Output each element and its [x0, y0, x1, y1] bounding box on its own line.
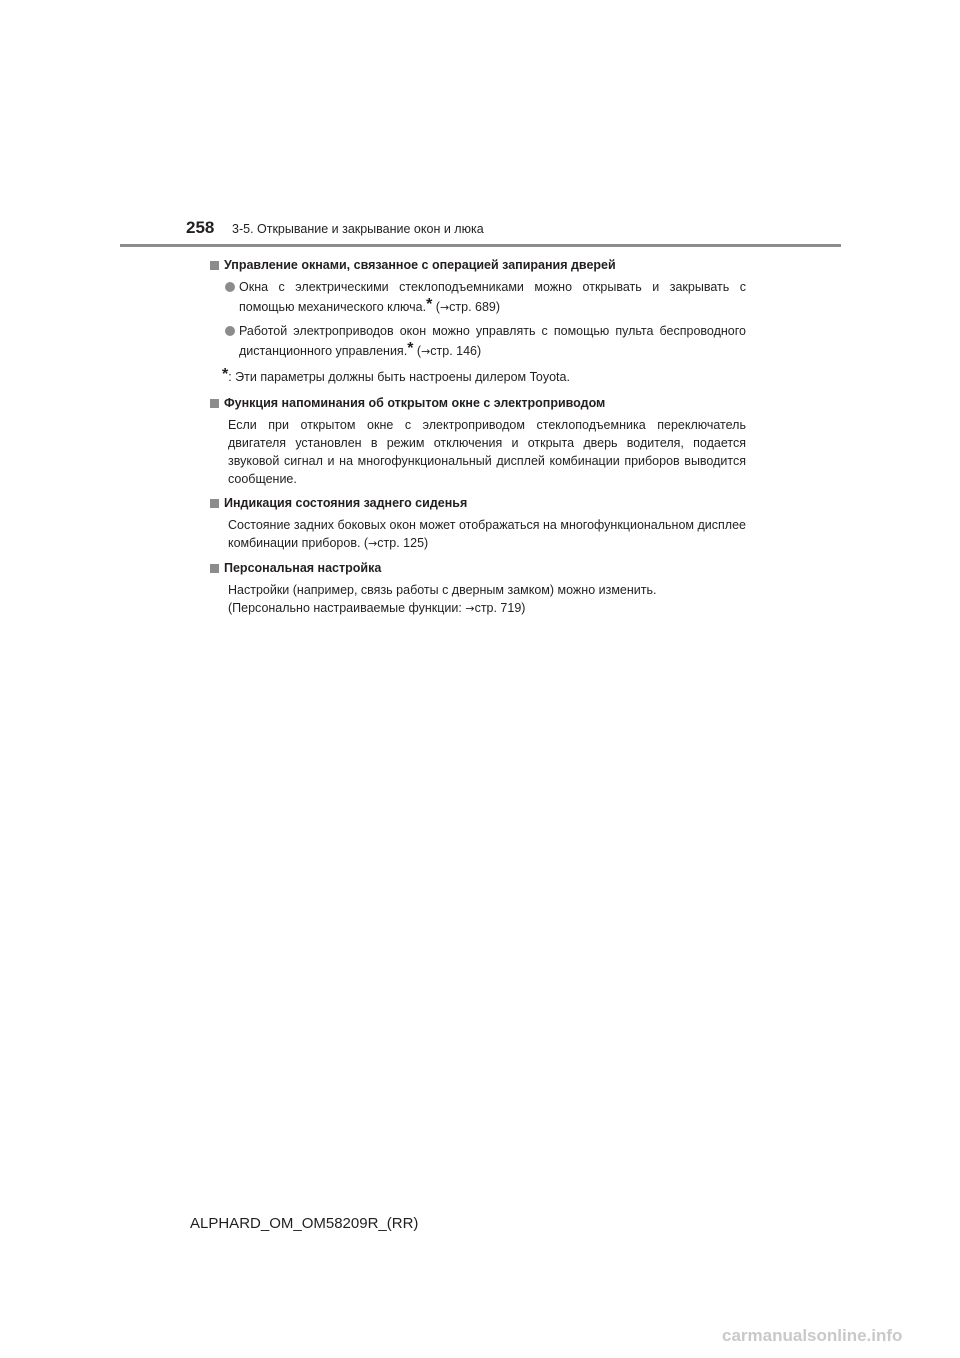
- arrow-right-icon: →: [368, 537, 378, 550]
- section-heading-rear-seat-status: [210, 494, 746, 512]
- page-reference: стр. 689): [449, 300, 501, 314]
- arrow-right-icon: →: [439, 301, 450, 314]
- page-reference: стр. 146): [430, 344, 482, 358]
- ref-open: (: [413, 344, 422, 358]
- square-bullet-icon: [210, 399, 219, 408]
- circle-bullet-icon: [225, 326, 235, 336]
- paragraph-line: [228, 599, 746, 618]
- section-heading-open-window-reminder: [210, 394, 746, 412]
- footnote-text: : Эти параметры должны быть настроены дилером Toyota.: [228, 370, 570, 384]
- watermark: carmanualsonline.info: [722, 1326, 903, 1345]
- chapter-title: 3-5. Открывание и закрывание окон и люка: [232, 222, 484, 236]
- page-reference: стр. 719): [474, 601, 526, 615]
- paragraph: [210, 516, 746, 553]
- section-title: Управление окнами, связанное с операцией запирания дверей: [224, 258, 616, 272]
- bullet-text: Работой электроприводов окон можно управлять с помощью пульта беспроводного дистанционного управления.: [239, 324, 746, 358]
- page-number: 258: [186, 218, 215, 237]
- section-title: Функция напоминания об открытом окне с электроприводом: [224, 396, 606, 410]
- square-bullet-icon: [210, 564, 219, 573]
- page-reference: стр. 125): [377, 536, 429, 550]
- asterisk-marker: *: [426, 296, 433, 313]
- square-bullet-icon: [210, 499, 219, 508]
- arrow-right-icon: →: [421, 345, 431, 358]
- bullet-item: [210, 322, 746, 361]
- circle-bullet-icon: [225, 282, 235, 292]
- paragraph: [210, 581, 746, 618]
- page-content: [210, 256, 746, 624]
- paragraph: Если при открытом окне с электроприводом стеклоподъемника переключатель двигателя установлен в режим отключения и открыта дверь водителя, подается звуковой сигнал и на многофункциональный дисплей комбинации приборов выводится сообщение.: [228, 418, 746, 486]
- section-heading-personal-settings: [210, 559, 746, 577]
- arrow-right-icon: →: [465, 602, 475, 615]
- paragraph-text: Состояние задних боковых окон может отображаться на многофункциональном дисплее комбинации приборов. (: [228, 518, 746, 550]
- bullet-item: [210, 278, 746, 317]
- footnote: [210, 366, 746, 386]
- paragraph-line: Настройки (например, связь работы с дверным замком) можно изменить.: [228, 583, 657, 597]
- square-bullet-icon: [210, 261, 219, 270]
- ref-open: (: [432, 300, 440, 314]
- section-title: Персональная настройка: [224, 561, 382, 575]
- section-heading-window-lock-link: [210, 256, 746, 274]
- asterisk-marker: *: [222, 366, 229, 383]
- paragraph-text: (Персонально настраиваемые функции:: [228, 601, 466, 615]
- asterisk-marker: *: [407, 340, 414, 357]
- bullet-text: Окна с электрическими стеклоподъемниками можно открывать и закрывать с помощью механического ключа.: [239, 280, 746, 314]
- section-title: Индикация состояния заднего сиденья: [224, 496, 468, 510]
- header-divider: [120, 244, 841, 247]
- document-code: ALPHARD_OM_OM58209R_(RR): [190, 1215, 419, 1232]
